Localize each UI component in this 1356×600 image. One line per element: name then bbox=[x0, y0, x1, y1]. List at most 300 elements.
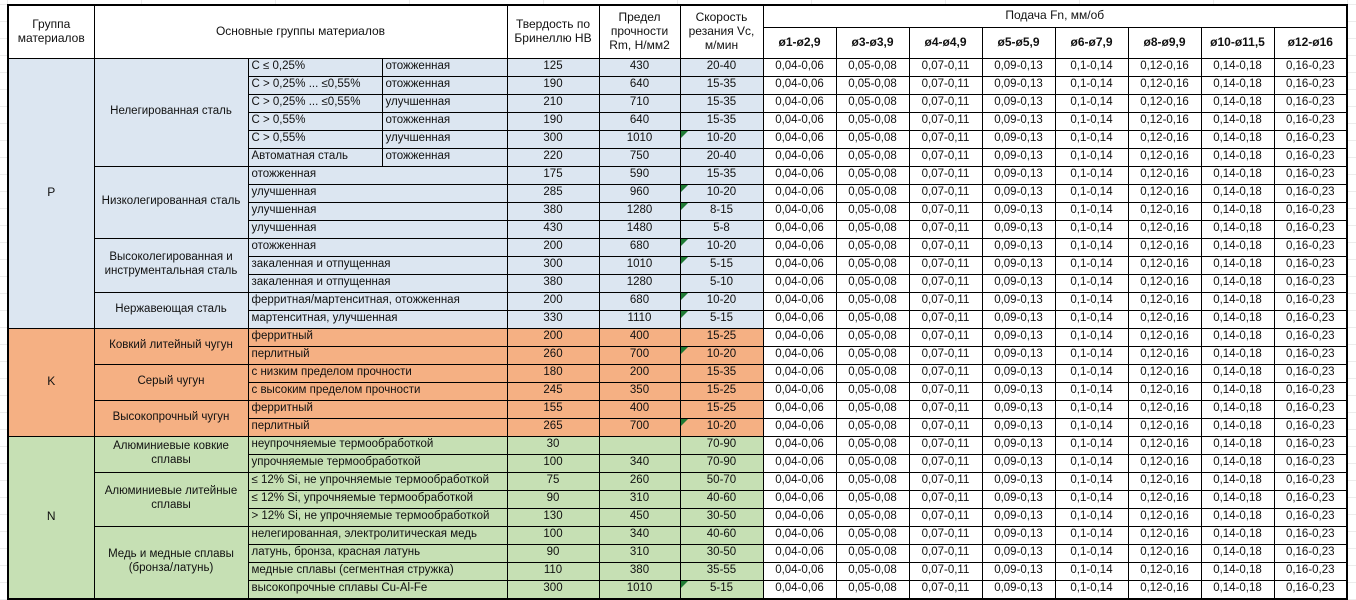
cell-feed-value[interactable]: 0,07-0,11 bbox=[909, 364, 982, 382]
cell-subgroup-name[interactable]: Высокопрочный чугун bbox=[94, 400, 248, 436]
cell-strength-rm[interactable]: 1280 bbox=[599, 202, 680, 220]
cell-feed-value[interactable]: 0,12-0,16 bbox=[1128, 58, 1201, 76]
cell-feed-value[interactable]: 0,07-0,11 bbox=[909, 58, 982, 76]
cell-cutting-speed-vc[interactable]: 70-90 bbox=[680, 436, 763, 454]
cell-strength-rm[interactable]: 200 bbox=[599, 364, 680, 382]
cell-feed-value[interactable]: 0,05-0,08 bbox=[836, 58, 909, 76]
cell-feed-value[interactable]: 0,07-0,11 bbox=[909, 490, 982, 508]
cell-cutting-speed-vc[interactable]: 15-25 bbox=[680, 328, 763, 346]
cell-feed-value[interactable]: 0,1-0,14 bbox=[1055, 58, 1128, 76]
cell-feed-value[interactable]: 0,16-0,23 bbox=[1274, 544, 1347, 562]
cell-strength-rm[interactable]: 960 bbox=[599, 184, 680, 202]
cell-condition[interactable]: отожженная bbox=[382, 58, 507, 76]
cell-feed-value[interactable]: 0,07-0,11 bbox=[909, 436, 982, 454]
cell-feed-value[interactable]: 0,09-0,13 bbox=[982, 562, 1055, 580]
cell-cutting-speed-vc[interactable]: 8-15 bbox=[680, 202, 763, 220]
cell-material[interactable]: Автоматная сталь bbox=[248, 148, 382, 166]
header-cutting-speed[interactable]: Скорость резания Vc, м/мин bbox=[680, 5, 763, 58]
cell-feed-value[interactable]: 0,16-0,23 bbox=[1274, 130, 1347, 148]
cell-feed-value[interactable]: 0,12-0,16 bbox=[1128, 544, 1201, 562]
cell-cutting-speed-vc[interactable]: 20-40 bbox=[680, 148, 763, 166]
cell-material[interactable]: нелегированная, электролитическая медь bbox=[248, 526, 507, 544]
header-feed-range[interactable]: ø1-ø2,9 bbox=[763, 27, 836, 58]
cell-feed-value[interactable]: 0,07-0,11 bbox=[909, 76, 982, 94]
cell-feed-value[interactable]: 0,16-0,23 bbox=[1274, 400, 1347, 418]
cell-feed-value[interactable]: 0,12-0,16 bbox=[1128, 76, 1201, 94]
cell-material[interactable]: перлитный bbox=[248, 418, 507, 436]
cell-feed-value[interactable]: 0,1-0,14 bbox=[1055, 220, 1128, 238]
header-feed-range[interactable]: ø5-ø5,9 bbox=[982, 27, 1055, 58]
cell-feed-value[interactable]: 0,12-0,16 bbox=[1128, 112, 1201, 130]
cell-feed-value[interactable]: 0,1-0,14 bbox=[1055, 292, 1128, 310]
cell-feed-value[interactable]: 0,12-0,16 bbox=[1128, 184, 1201, 202]
header-feed-range[interactable]: ø8-ø9,9 bbox=[1128, 27, 1201, 58]
cell-cutting-speed-vc[interactable]: 20-40 bbox=[680, 58, 763, 76]
cell-strength-rm[interactable]: 310 bbox=[599, 544, 680, 562]
cell-feed-value[interactable]: 0,09-0,13 bbox=[982, 202, 1055, 220]
cell-feed-value[interactable]: 0,1-0,14 bbox=[1055, 418, 1128, 436]
cell-feed-value[interactable]: 0,05-0,08 bbox=[836, 310, 909, 328]
cell-feed-value[interactable]: 0,09-0,13 bbox=[982, 472, 1055, 490]
header-main-groups[interactable]: Основные группы материалов bbox=[94, 5, 507, 58]
cell-feed-value[interactable]: 0,04-0,06 bbox=[763, 148, 836, 166]
cell-feed-value[interactable]: 0,12-0,16 bbox=[1128, 292, 1201, 310]
cell-feed-value[interactable]: 0,14-0,18 bbox=[1201, 364, 1274, 382]
cell-cutting-speed-vc[interactable]: 35-55 bbox=[680, 562, 763, 580]
cell-feed-value[interactable]: 0,09-0,13 bbox=[982, 94, 1055, 112]
cell-material[interactable]: отожженная bbox=[248, 166, 507, 184]
cell-hardness-hb[interactable]: 220 bbox=[507, 148, 599, 166]
cell-feed-value[interactable]: 0,04-0,06 bbox=[763, 202, 836, 220]
cell-feed-value[interactable]: 0,16-0,23 bbox=[1274, 580, 1347, 599]
cell-feed-value[interactable]: 0,04-0,06 bbox=[763, 544, 836, 562]
cell-feed-value[interactable]: 0,04-0,06 bbox=[763, 166, 836, 184]
cell-feed-value[interactable]: 0,1-0,14 bbox=[1055, 526, 1128, 544]
cell-feed-value[interactable]: 0,14-0,18 bbox=[1201, 490, 1274, 508]
cell-feed-value[interactable]: 0,05-0,08 bbox=[836, 580, 909, 599]
cell-hardness-hb[interactable]: 90 bbox=[507, 544, 599, 562]
cell-feed-value[interactable]: 0,09-0,13 bbox=[982, 364, 1055, 382]
cell-material[interactable]: мартенситная, улучшенная bbox=[248, 310, 507, 328]
cell-material[interactable]: закаленная и отпущенная bbox=[248, 274, 507, 292]
cell-feed-value[interactable]: 0,1-0,14 bbox=[1055, 310, 1128, 328]
cell-feed-value[interactable]: 0,05-0,08 bbox=[836, 148, 909, 166]
cell-cutting-speed-vc[interactable]: 5-15 bbox=[680, 256, 763, 274]
cell-feed-value[interactable]: 0,04-0,06 bbox=[763, 256, 836, 274]
cell-strength-rm[interactable]: 1110 bbox=[599, 310, 680, 328]
cell-feed-value[interactable]: 0,14-0,18 bbox=[1201, 148, 1274, 166]
cell-strength-rm[interactable]: 590 bbox=[599, 166, 680, 184]
cell-feed-value[interactable]: 0,14-0,18 bbox=[1201, 58, 1274, 76]
cell-feed-value[interactable]: 0,09-0,13 bbox=[982, 436, 1055, 454]
cell-feed-value[interactable]: 0,07-0,11 bbox=[909, 184, 982, 202]
cell-strength-rm[interactable]: 680 bbox=[599, 292, 680, 310]
cell-material[interactable]: отожженная bbox=[248, 238, 507, 256]
cell-feed-value[interactable]: 0,12-0,16 bbox=[1128, 400, 1201, 418]
cell-feed-value[interactable]: 0,07-0,11 bbox=[909, 382, 982, 400]
cell-cutting-speed-vc[interactable]: 15-35 bbox=[680, 364, 763, 382]
cell-subgroup-name[interactable]: Серый чугун bbox=[94, 364, 248, 400]
header-feed-range[interactable]: ø10-ø11,5 bbox=[1201, 27, 1274, 58]
cell-feed-value[interactable]: 0,14-0,18 bbox=[1201, 130, 1274, 148]
cell-cutting-speed-vc[interactable]: 15-25 bbox=[680, 400, 763, 418]
cell-feed-value[interactable]: 0,16-0,23 bbox=[1274, 472, 1347, 490]
cell-feed-value[interactable]: 0,16-0,23 bbox=[1274, 310, 1347, 328]
cell-feed-value[interactable]: 0,14-0,18 bbox=[1201, 418, 1274, 436]
cell-feed-value[interactable]: 0,16-0,23 bbox=[1274, 562, 1347, 580]
cell-feed-value[interactable]: 0,05-0,08 bbox=[836, 220, 909, 238]
cell-feed-value[interactable]: 0,1-0,14 bbox=[1055, 454, 1128, 472]
cell-hardness-hb[interactable]: 200 bbox=[507, 328, 599, 346]
cell-feed-value[interactable]: 0,07-0,11 bbox=[909, 346, 982, 364]
cell-cutting-speed-vc[interactable]: 5-10 bbox=[680, 274, 763, 292]
cell-feed-value[interactable]: 0,05-0,08 bbox=[836, 238, 909, 256]
cell-material[interactable]: ферритный bbox=[248, 328, 507, 346]
cell-feed-value[interactable]: 0,16-0,23 bbox=[1274, 76, 1347, 94]
cell-cutting-speed-vc[interactable]: 15-35 bbox=[680, 76, 763, 94]
cell-subgroup-name[interactable]: Алюминиевые ковкие сплавы bbox=[94, 436, 248, 472]
cell-feed-value[interactable]: 0,14-0,18 bbox=[1201, 274, 1274, 292]
cell-feed-value[interactable]: 0,1-0,14 bbox=[1055, 490, 1128, 508]
cell-feed-value[interactable]: 0,16-0,23 bbox=[1274, 436, 1347, 454]
cell-feed-value[interactable]: 0,04-0,06 bbox=[763, 526, 836, 544]
cell-feed-value[interactable]: 0,05-0,08 bbox=[836, 76, 909, 94]
cell-strength-rm[interactable]: 450 bbox=[599, 508, 680, 526]
cell-feed-value[interactable]: 0,12-0,16 bbox=[1128, 274, 1201, 292]
cell-feed-value[interactable]: 0,14-0,18 bbox=[1201, 544, 1274, 562]
cell-feed-value[interactable]: 0,04-0,06 bbox=[763, 490, 836, 508]
cell-feed-value[interactable]: 0,09-0,13 bbox=[982, 400, 1055, 418]
cell-feed-value[interactable]: 0,1-0,14 bbox=[1055, 472, 1128, 490]
cell-feed-value[interactable]: 0,07-0,11 bbox=[909, 310, 982, 328]
cell-strength-rm[interactable]: 640 bbox=[599, 112, 680, 130]
cell-feed-value[interactable]: 0,05-0,08 bbox=[836, 94, 909, 112]
header-feed-range[interactable]: ø12-ø16 bbox=[1274, 27, 1347, 58]
cell-hardness-hb[interactable]: 190 bbox=[507, 76, 599, 94]
cell-feed-value[interactable]: 0,12-0,16 bbox=[1128, 508, 1201, 526]
cell-condition[interactable]: улучшенная bbox=[382, 94, 507, 112]
cell-feed-value[interactable]: 0,12-0,16 bbox=[1128, 166, 1201, 184]
cell-strength-rm[interactable]: 310 bbox=[599, 490, 680, 508]
cell-feed-value[interactable]: 0,16-0,23 bbox=[1274, 238, 1347, 256]
cell-feed-value[interactable]: 0,04-0,06 bbox=[763, 400, 836, 418]
cell-feed-value[interactable]: 0,12-0,16 bbox=[1128, 436, 1201, 454]
cell-strength-rm[interactable]: 710 bbox=[599, 94, 680, 112]
cell-subgroup-name[interactable]: Нелегированная сталь bbox=[94, 58, 248, 166]
cell-feed-value[interactable]: 0,1-0,14 bbox=[1055, 400, 1128, 418]
cell-feed-value[interactable]: 0,09-0,13 bbox=[982, 418, 1055, 436]
cell-feed-value[interactable]: 0,12-0,16 bbox=[1128, 148, 1201, 166]
cell-feed-value[interactable]: 0,07-0,11 bbox=[909, 220, 982, 238]
cell-feed-value[interactable]: 0,04-0,06 bbox=[763, 454, 836, 472]
cell-feed-value[interactable]: 0,16-0,23 bbox=[1274, 58, 1347, 76]
cell-feed-value[interactable]: 0,1-0,14 bbox=[1055, 112, 1128, 130]
cell-material[interactable]: улучшенная bbox=[248, 220, 507, 238]
cell-feed-value[interactable]: 0,09-0,13 bbox=[982, 58, 1055, 76]
cell-feed-value[interactable]: 0,12-0,16 bbox=[1128, 580, 1201, 599]
cell-hardness-hb[interactable]: 90 bbox=[507, 490, 599, 508]
header-feed-range[interactable]: ø4-ø4,9 bbox=[909, 27, 982, 58]
cell-material[interactable]: с высоким пределом прочности bbox=[248, 382, 507, 400]
cell-feed-value[interactable]: 0,05-0,08 bbox=[836, 274, 909, 292]
cell-cutting-speed-vc[interactable]: 15-35 bbox=[680, 112, 763, 130]
cell-feed-value[interactable]: 0,14-0,18 bbox=[1201, 382, 1274, 400]
cell-hardness-hb[interactable]: 210 bbox=[507, 94, 599, 112]
cell-feed-value[interactable]: 0,1-0,14 bbox=[1055, 328, 1128, 346]
cell-feed-value[interactable]: 0,09-0,13 bbox=[982, 166, 1055, 184]
cell-feed-value[interactable]: 0,1-0,14 bbox=[1055, 274, 1128, 292]
cell-cutting-speed-vc[interactable]: 5-15 bbox=[680, 310, 763, 328]
cell-feed-value[interactable]: 0,05-0,08 bbox=[836, 454, 909, 472]
cell-feed-value[interactable]: 0,12-0,16 bbox=[1128, 220, 1201, 238]
cell-feed-value[interactable]: 0,1-0,14 bbox=[1055, 76, 1128, 94]
cell-condition[interactable]: отожженная bbox=[382, 148, 507, 166]
cell-feed-value[interactable]: 0,16-0,23 bbox=[1274, 454, 1347, 472]
cell-feed-value[interactable]: 0,1-0,14 bbox=[1055, 382, 1128, 400]
cell-material[interactable]: C > 0,25% ... ≤0,55% bbox=[248, 76, 382, 94]
cell-hardness-hb[interactable]: 245 bbox=[507, 382, 599, 400]
cell-feed-value[interactable]: 0,14-0,18 bbox=[1201, 238, 1274, 256]
cell-subgroup-name[interactable]: Нержавеющая сталь bbox=[94, 292, 248, 328]
cell-feed-value[interactable]: 0,05-0,08 bbox=[836, 382, 909, 400]
cell-feed-value[interactable]: 0,09-0,13 bbox=[982, 544, 1055, 562]
cell-feed-value[interactable]: 0,04-0,06 bbox=[763, 436, 836, 454]
cell-feed-value[interactable]: 0,05-0,08 bbox=[836, 112, 909, 130]
cell-hardness-hb[interactable]: 300 bbox=[507, 256, 599, 274]
cell-feed-value[interactable]: 0,1-0,14 bbox=[1055, 238, 1128, 256]
cell-feed-value[interactable]: 0,07-0,11 bbox=[909, 274, 982, 292]
cell-material[interactable]: > 12% Si, не упрочняемые термообработкой bbox=[248, 508, 507, 526]
cell-cutting-speed-vc[interactable]: 5-8 bbox=[680, 220, 763, 238]
cell-feed-value[interactable]: 0,04-0,06 bbox=[763, 58, 836, 76]
cell-feed-value[interactable]: 0,04-0,06 bbox=[763, 562, 836, 580]
cell-feed-value[interactable]: 0,14-0,18 bbox=[1201, 202, 1274, 220]
cell-hardness-hb[interactable]: 380 bbox=[507, 202, 599, 220]
cell-feed-value[interactable]: 0,14-0,18 bbox=[1201, 454, 1274, 472]
cell-feed-value[interactable]: 0,12-0,16 bbox=[1128, 310, 1201, 328]
cell-feed-value[interactable]: 0,12-0,16 bbox=[1128, 526, 1201, 544]
cell-cutting-speed-vc[interactable]: 10-20 bbox=[680, 184, 763, 202]
cell-hardness-hb[interactable]: 300 bbox=[507, 130, 599, 148]
cell-feed-value[interactable]: 0,14-0,18 bbox=[1201, 292, 1274, 310]
cell-feed-value[interactable]: 0,04-0,06 bbox=[763, 382, 836, 400]
cell-strength-rm[interactable]: 640 bbox=[599, 76, 680, 94]
cell-feed-value[interactable]: 0,14-0,18 bbox=[1201, 76, 1274, 94]
cell-group-code[interactable]: N bbox=[8, 436, 94, 599]
cell-feed-value[interactable]: 0,14-0,18 bbox=[1201, 310, 1274, 328]
cell-hardness-hb[interactable]: 430 bbox=[507, 220, 599, 238]
cell-feed-value[interactable]: 0,16-0,23 bbox=[1274, 292, 1347, 310]
cell-feed-value[interactable]: 0,16-0,23 bbox=[1274, 256, 1347, 274]
cell-feed-value[interactable]: 0,07-0,11 bbox=[909, 562, 982, 580]
cell-strength-rm[interactable]: 400 bbox=[599, 400, 680, 418]
cell-strength-rm[interactable]: 380 bbox=[599, 562, 680, 580]
cell-feed-value[interactable]: 0,07-0,11 bbox=[909, 166, 982, 184]
cell-feed-value[interactable]: 0,12-0,16 bbox=[1128, 130, 1201, 148]
cell-feed-value[interactable]: 0,04-0,06 bbox=[763, 274, 836, 292]
cell-feed-value[interactable]: 0,14-0,18 bbox=[1201, 508, 1274, 526]
cell-feed-value[interactable]: 0,1-0,14 bbox=[1055, 544, 1128, 562]
cell-feed-value[interactable]: 0,12-0,16 bbox=[1128, 490, 1201, 508]
cell-feed-value[interactable]: 0,14-0,18 bbox=[1201, 166, 1274, 184]
cell-feed-value[interactable]: 0,09-0,13 bbox=[982, 328, 1055, 346]
cell-feed-value[interactable]: 0,12-0,16 bbox=[1128, 238, 1201, 256]
cell-cutting-speed-vc[interactable]: 5-15 bbox=[680, 580, 763, 599]
cell-material[interactable]: ферритный bbox=[248, 400, 507, 418]
cell-material[interactable]: высокопрочные сплавы Cu-Al-Fe bbox=[248, 580, 507, 599]
cell-material[interactable]: неупрочняемые термообработкой bbox=[248, 436, 507, 454]
cell-feed-value[interactable]: 0,04-0,06 bbox=[763, 328, 836, 346]
cell-feed-value[interactable]: 0,04-0,06 bbox=[763, 418, 836, 436]
cell-cutting-speed-vc[interactable]: 70-90 bbox=[680, 454, 763, 472]
cell-hardness-hb[interactable]: 175 bbox=[507, 166, 599, 184]
cell-group-code[interactable]: K bbox=[8, 328, 94, 436]
cell-hardness-hb[interactable]: 30 bbox=[507, 436, 599, 454]
cell-cutting-speed-vc[interactable]: 30-50 bbox=[680, 544, 763, 562]
cell-hardness-hb[interactable]: 100 bbox=[507, 454, 599, 472]
cell-condition[interactable]: отожженная bbox=[382, 112, 507, 130]
cell-feed-value[interactable]: 0,09-0,13 bbox=[982, 580, 1055, 599]
cell-material[interactable]: с низким пределом прочности bbox=[248, 364, 507, 382]
cell-subgroup-name[interactable]: Медь и медные сплавы (бронза/латунь) bbox=[94, 526, 248, 599]
cell-material[interactable]: перлитный bbox=[248, 346, 507, 364]
cell-feed-value[interactable]: 0,04-0,06 bbox=[763, 508, 836, 526]
cell-feed-value[interactable]: 0,16-0,23 bbox=[1274, 148, 1347, 166]
cell-feed-value[interactable]: 0,12-0,16 bbox=[1128, 256, 1201, 274]
cell-feed-value[interactable]: 0,09-0,13 bbox=[982, 130, 1055, 148]
cell-feed-value[interactable]: 0,09-0,13 bbox=[982, 256, 1055, 274]
cell-material[interactable]: C > 0,55% bbox=[248, 130, 382, 148]
cell-cutting-speed-vc[interactable]: 15-35 bbox=[680, 166, 763, 184]
cell-feed-value[interactable]: 0,16-0,23 bbox=[1274, 112, 1347, 130]
cell-hardness-hb[interactable]: 100 bbox=[507, 526, 599, 544]
cell-feed-value[interactable]: 0,04-0,06 bbox=[763, 238, 836, 256]
cell-feed-value[interactable]: 0,16-0,23 bbox=[1274, 382, 1347, 400]
cell-feed-value[interactable]: 0,04-0,06 bbox=[763, 310, 836, 328]
cell-hardness-hb[interactable]: 200 bbox=[507, 292, 599, 310]
cell-strength-rm[interactable]: 340 bbox=[599, 454, 680, 472]
cell-strength-rm[interactable]: 340 bbox=[599, 526, 680, 544]
cell-feed-value[interactable]: 0,05-0,08 bbox=[836, 418, 909, 436]
cell-feed-value[interactable]: 0,1-0,14 bbox=[1055, 346, 1128, 364]
cell-feed-value[interactable]: 0,09-0,13 bbox=[982, 346, 1055, 364]
cell-feed-value[interactable]: 0,05-0,08 bbox=[836, 490, 909, 508]
header-feed-range[interactable]: ø3-ø3,9 bbox=[836, 27, 909, 58]
cell-feed-value[interactable]: 0,09-0,13 bbox=[982, 274, 1055, 292]
cell-feed-value[interactable]: 0,09-0,13 bbox=[982, 76, 1055, 94]
cell-material[interactable]: упрочняемые термообработкой bbox=[248, 454, 507, 472]
cell-material[interactable]: C > 0,25% ... ≤0,55% bbox=[248, 94, 382, 112]
cell-material[interactable]: ферритная/мартенситная, отожженная bbox=[248, 292, 507, 310]
cell-feed-value[interactable]: 0,12-0,16 bbox=[1128, 346, 1201, 364]
cell-material[interactable]: медные сплавы (сегментная стружка) bbox=[248, 562, 507, 580]
cell-feed-value[interactable]: 0,04-0,06 bbox=[763, 112, 836, 130]
cell-cutting-speed-vc[interactable]: 10-20 bbox=[680, 292, 763, 310]
cell-feed-value[interactable]: 0,07-0,11 bbox=[909, 94, 982, 112]
cell-feed-value[interactable]: 0,14-0,18 bbox=[1201, 328, 1274, 346]
cell-subgroup-name[interactable]: Низколегированная сталь bbox=[94, 166, 248, 238]
cell-feed-value[interactable]: 0,1-0,14 bbox=[1055, 148, 1128, 166]
cell-feed-value[interactable]: 0,14-0,18 bbox=[1201, 436, 1274, 454]
cell-feed-value[interactable]: 0,1-0,14 bbox=[1055, 94, 1128, 112]
cell-feed-value[interactable]: 0,07-0,11 bbox=[909, 130, 982, 148]
cell-strength-rm[interactable]: 680 bbox=[599, 238, 680, 256]
cell-feed-value[interactable]: 0,07-0,11 bbox=[909, 112, 982, 130]
cell-feed-value[interactable]: 0,16-0,23 bbox=[1274, 418, 1347, 436]
header-feed-range[interactable]: ø6-ø7,9 bbox=[1055, 27, 1128, 58]
cell-feed-value[interactable]: 0,1-0,14 bbox=[1055, 436, 1128, 454]
cell-feed-value[interactable]: 0,14-0,18 bbox=[1201, 184, 1274, 202]
cell-feed-value[interactable]: 0,1-0,14 bbox=[1055, 202, 1128, 220]
cell-strength-rm[interactable] bbox=[599, 436, 680, 454]
cell-feed-value[interactable]: 0,12-0,16 bbox=[1128, 562, 1201, 580]
cell-cutting-speed-vc[interactable]: 15-25 bbox=[680, 382, 763, 400]
cell-cutting-speed-vc[interactable]: 10-20 bbox=[680, 346, 763, 364]
cell-feed-value[interactable]: 0,16-0,23 bbox=[1274, 346, 1347, 364]
cell-feed-value[interactable]: 0,04-0,06 bbox=[763, 580, 836, 599]
cell-hardness-hb[interactable]: 200 bbox=[507, 238, 599, 256]
cell-feed-value[interactable]: 0,16-0,23 bbox=[1274, 166, 1347, 184]
cell-cutting-speed-vc[interactable]: 50-70 bbox=[680, 472, 763, 490]
cell-hardness-hb[interactable]: 75 bbox=[507, 472, 599, 490]
cell-subgroup-name[interactable]: Алюминиевые литейные сплавы bbox=[94, 472, 248, 526]
cell-feed-value[interactable]: 0,07-0,11 bbox=[909, 148, 982, 166]
cell-feed-value[interactable]: 0,04-0,06 bbox=[763, 130, 836, 148]
cell-strength-rm[interactable]: 750 bbox=[599, 148, 680, 166]
cell-feed-value[interactable]: 0,04-0,06 bbox=[763, 184, 836, 202]
cell-cutting-speed-vc[interactable]: 30-50 bbox=[680, 508, 763, 526]
cell-hardness-hb[interactable]: 260 bbox=[507, 346, 599, 364]
cell-condition[interactable]: улучшенная bbox=[382, 130, 507, 148]
cell-feed-value[interactable]: 0,14-0,18 bbox=[1201, 256, 1274, 274]
cell-feed-value[interactable]: 0,07-0,11 bbox=[909, 580, 982, 599]
cell-feed-value[interactable]: 0,04-0,06 bbox=[763, 364, 836, 382]
cell-feed-value[interactable]: 0,07-0,11 bbox=[909, 472, 982, 490]
cell-feed-value[interactable]: 0,09-0,13 bbox=[982, 454, 1055, 472]
cell-feed-value[interactable]: 0,05-0,08 bbox=[836, 166, 909, 184]
cell-feed-value[interactable]: 0,09-0,13 bbox=[982, 526, 1055, 544]
cell-feed-value[interactable]: 0,04-0,06 bbox=[763, 220, 836, 238]
cell-hardness-hb[interactable]: 130 bbox=[507, 508, 599, 526]
cell-feed-value[interactable]: 0,16-0,23 bbox=[1274, 490, 1347, 508]
cell-feed-value[interactable]: 0,09-0,13 bbox=[982, 220, 1055, 238]
cell-feed-value[interactable]: 0,16-0,23 bbox=[1274, 184, 1347, 202]
cell-material[interactable]: латунь, бронза, красная латунь bbox=[248, 544, 507, 562]
cell-cutting-speed-vc[interactable]: 15-35 bbox=[680, 94, 763, 112]
cell-cutting-speed-vc[interactable]: 10-20 bbox=[680, 418, 763, 436]
cell-feed-value[interactable]: 0,07-0,11 bbox=[909, 238, 982, 256]
cell-feed-value[interactable]: 0,1-0,14 bbox=[1055, 184, 1128, 202]
header-brinell-hardness[interactable]: Твердость по Бринеллю HB bbox=[507, 5, 599, 58]
cell-feed-value[interactable]: 0,1-0,14 bbox=[1055, 580, 1128, 599]
cell-strength-rm[interactable]: 260 bbox=[599, 472, 680, 490]
cell-material[interactable]: C > 0,55% bbox=[248, 112, 382, 130]
cell-feed-value[interactable]: 0,12-0,16 bbox=[1128, 328, 1201, 346]
cell-feed-value[interactable]: 0,09-0,13 bbox=[982, 490, 1055, 508]
cell-feed-value[interactable]: 0,07-0,11 bbox=[909, 328, 982, 346]
cell-hardness-hb[interactable]: 285 bbox=[507, 184, 599, 202]
cell-feed-value[interactable]: 0,09-0,13 bbox=[982, 292, 1055, 310]
cell-feed-value[interactable]: 0,14-0,18 bbox=[1201, 112, 1274, 130]
cell-hardness-hb[interactable]: 300 bbox=[507, 580, 599, 599]
cell-feed-value[interactable]: 0,05-0,08 bbox=[836, 526, 909, 544]
cell-feed-value[interactable]: 0,16-0,23 bbox=[1274, 94, 1347, 112]
header-tensile-strength[interactable]: Предел прочности Rm, Н/мм2 bbox=[599, 5, 680, 58]
cell-hardness-hb[interactable]: 265 bbox=[507, 418, 599, 436]
cell-hardness-hb[interactable]: 155 bbox=[507, 400, 599, 418]
cell-feed-value[interactable]: 0,09-0,13 bbox=[982, 382, 1055, 400]
cell-feed-value[interactable]: 0,04-0,06 bbox=[763, 94, 836, 112]
